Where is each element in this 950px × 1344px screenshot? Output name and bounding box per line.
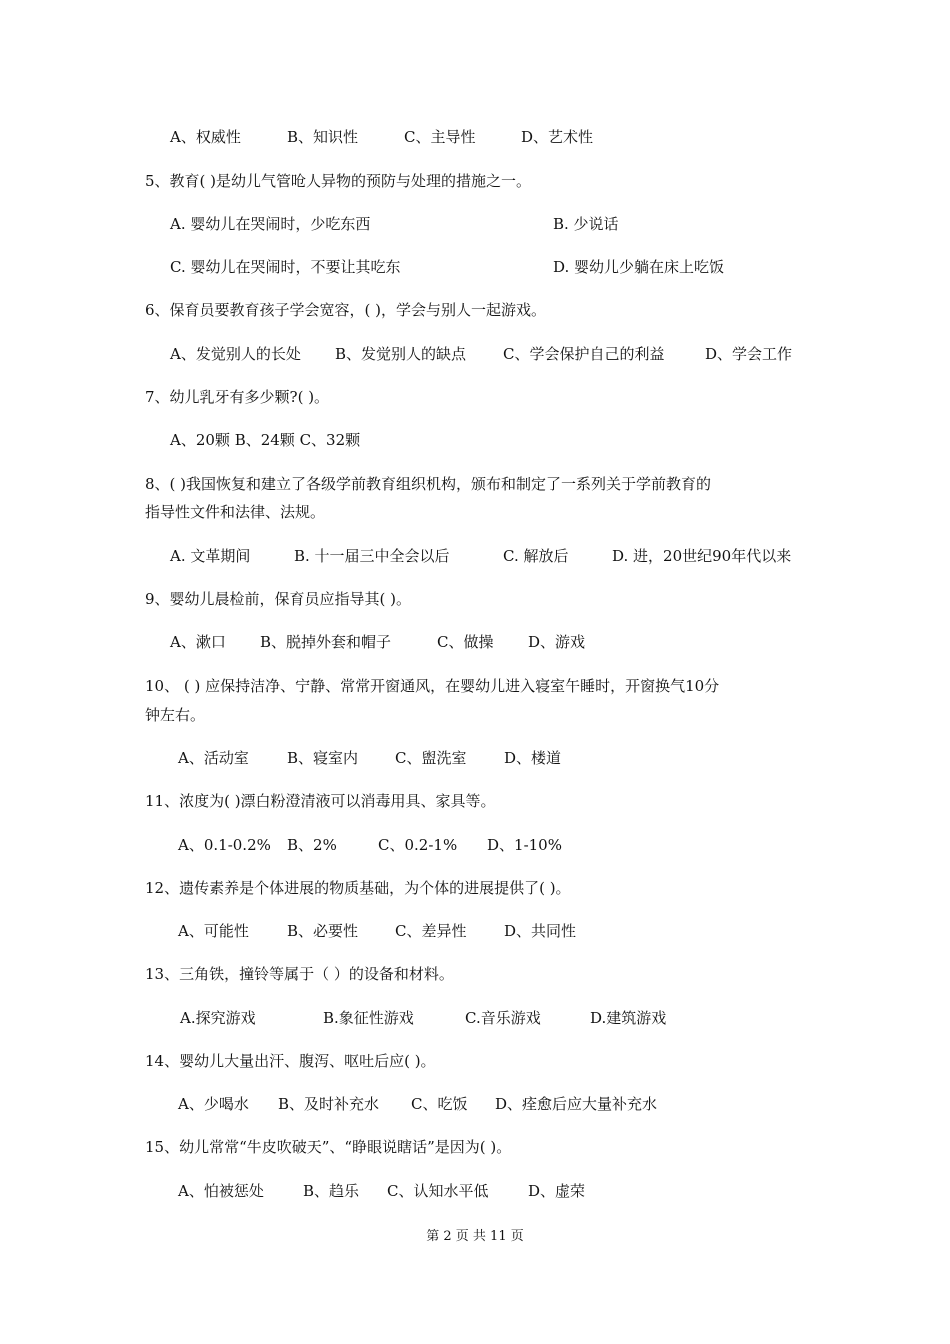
option-a: A、发觉别人的长处 [170,345,301,363]
question-stem-line-2: 钟左右。 [145,706,206,724]
option-d: D、1-10% [487,836,562,854]
option-d: D. 婴幼儿少躺在床上吃饭 [553,258,725,276]
option-a: A、活动室 [178,749,249,767]
question-stem: 9、婴幼儿晨检前，保育员应指导其( )。 [145,590,412,608]
option-b: B、寝室内 [287,749,359,767]
option-c: C、差异性 [395,922,467,940]
question-stem-line-2: 指导性文件和法律、法规。 [145,503,326,521]
option-c: C、认知水平低 [387,1182,489,1200]
option-b: B、必要性 [287,922,359,940]
option-d: D、楼道 [504,749,562,767]
question-stem: 11、浓度为( )漂白粉澄清液可以消毒用具、家具等。 [145,792,496,810]
option-a: A、权威性 [170,128,241,146]
option-b: B、2% [287,836,337,854]
option-c: C、吃饭 [411,1095,468,1113]
option-d: D、学会工作 [705,345,793,363]
option-b: B. 十一届三中全会以后 [294,547,450,565]
option-d: D、虚荣 [528,1182,586,1200]
question-stem-line-1: 10、 ( ) 应保持洁净、宁静、常常开窗通风，在婴幼儿进入寝室午睡时，开窗换气10分 [145,677,720,695]
option-c: C. 婴幼儿在哭闹时，不要让其吃东 [170,258,401,276]
question-stem: 5、教育( )是幼儿气管呛人异物的预防与处理的措施之一。 [145,172,532,190]
question-stem: 15、幼儿常常“牛皮吹破天”、“睁眼说瞎话”是因为( )。 [145,1138,512,1156]
option-c: C、主导性 [404,128,476,146]
option-b: B、及时补充水 [278,1095,380,1113]
option-b: B、发觉别人的缺点 [335,345,467,363]
question-stem: 6、保育员要教育孩子学会宽容，( )，学会与别人一起游戏。 [145,301,547,319]
page-number-footer: 第 2 页 共 11 页 [426,1229,524,1244]
option-d: D、游戏 [528,633,586,651]
options-line: A、20颗 B、24颗 C、32颗 [170,431,361,449]
option-c: C、0.2-1% [378,836,458,854]
option-d: D. 进，20世纪90年代以来 [612,547,792,565]
option-c: C、做操 [437,633,494,651]
option-c: C、盥洗室 [395,749,467,767]
option-c: C. 解放后 [503,547,569,565]
option-d: D、共同性 [504,922,577,940]
option-d: D.建筑游戏 [590,1009,667,1027]
option-a: A. 婴幼儿在哭闹时，少吃东西 [170,215,371,233]
option-b: B.象征性游戏 [323,1009,414,1027]
option-b: B. 少说话 [553,215,619,233]
question-stem-line-1: 8、( )我国恢复和建立了各级学前教育组织机构，颁布和制定了一系列关于学前教育的 [145,475,712,493]
option-a: A、可能性 [178,922,249,940]
option-d: D、艺术性 [521,128,594,146]
option-a: A.探究游戏 [180,1009,256,1027]
option-a: A、0.1-0.2% [178,836,271,854]
option-a: A、怕被惩处 [178,1182,264,1200]
question-stem: 14、婴幼儿大量出汗、腹泻、呕吐后应( )。 [145,1052,436,1070]
option-a: A、漱口 [170,633,226,651]
option-c: C.音乐游戏 [465,1009,541,1027]
option-b: B、脱掉外套和帽子 [260,633,392,651]
question-stem: 7、幼儿乳牙有多少颗?( )。 [145,388,330,406]
option-c: C、学会保护自己的利益 [503,345,665,363]
option-a: A. 文革期间 [170,547,251,565]
option-b: B、趋乐 [303,1182,360,1200]
question-stem: 13、三角铁，撞铃等属于（ ）的设备和材料。 [145,965,454,983]
option-d: D、痊愈后应大量补充水 [495,1095,658,1113]
option-a: A、少喝水 [178,1095,249,1113]
question-stem: 12、遗传素养是个体进展的物质基础，为个体的进展提供了( )。 [145,879,571,897]
option-b: B、知识性 [287,128,359,146]
